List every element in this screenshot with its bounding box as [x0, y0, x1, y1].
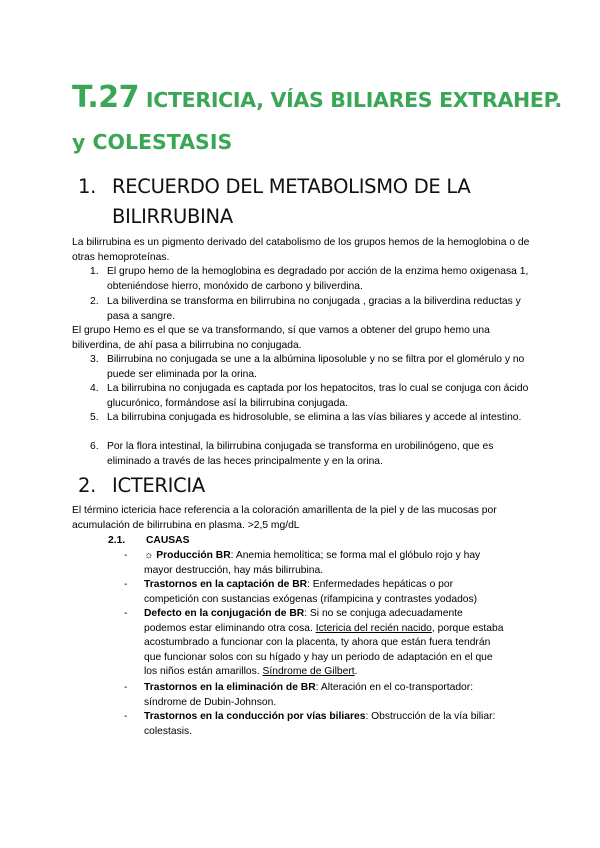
section2-number: 2. [78, 474, 97, 497]
section1-heading-line2: BILIRRUBINA [112, 205, 233, 228]
subsection-title: CAUSAS [146, 535, 190, 546]
list-item: 2. La biliverdina se transforma en bilirrubina no conjugada , gracias a la biliverdina reductas y pasa a sangre. [90, 296, 521, 322]
list-item: 4. La bilirrubina no conjugada es captada por los hepatocitos, tras lo cual se conjuga con ácido glucurónico, formándose así la bilirrubina conjugada. [90, 383, 529, 409]
list-item: 6. Por la flora intestinal, la bilirrubina conjugada se transforma en urobilinógeno, que es eliminado a través de las heces principalmente y en la orina. [90, 441, 494, 467]
subsection-heading [108, 534, 189, 548]
section2-heading [78, 471, 205, 501]
title-line1: ICTERICIA, VÍAS BILIARES EXTRAHEP. [139, 88, 563, 112]
link-ictericia-recien-nacido[interactable]: Ictericia del recién nacido [315, 622, 432, 634]
bullet-item: - Trastornos en la conducción por vías biliares: Obstrucción de la vía biliar: colestasis. [124, 711, 496, 737]
section1-heading [78, 172, 470, 232]
title-number: T.27 [72, 80, 140, 115]
section2-heading-text: ICTERICIA [112, 474, 205, 497]
title-line2: y COLESTASIS [72, 130, 233, 154]
bullet-item: - Defecto en la conjugación de BR: Si no se conjuga adecuadamente podemos estar eliminando otra cosa. Ictericia del recién nacido, porque estaba acostumbrado a funcionar con la placenta, ty ahora que están fuera tendrán que funcionar solos con su hígado y hay un periodo de adaptación en el que los niños están amarillos. Síndrome de Gilbert. [124, 608, 504, 678]
section1-middle-paragraph: El grupo Hemo es el que se va transformando, sí que vamos a obtener del grupo hemo una biliverdina, de ahí pasa a bilirrubina no conjugada. [72, 325, 490, 351]
document-title [72, 78, 572, 162]
list-item: 5. La bilirrubina conjugada es hidrosoluble, se elimina a las vías biliares y accede al intestino. [90, 412, 522, 423]
link-sindrome-gilbert[interactable]: Síndrome de Gilbert [262, 666, 355, 678]
subsection-number: 2.1. [108, 535, 126, 546]
section1-intro: La bilirrubina es un pigmento derivado del catabolismo de los grupos hemos de la hemoglobina o de otras hemoproteínas. [72, 237, 530, 263]
bullet-item: - Trastornos en la captación de BR: Enfermedades hepáticas o por competición con sustancias exógenas (rifampicina y contrastes yodados) [124, 579, 478, 605]
bullet-item: - Trastornos en la eliminación de BR: Alteración en el co-transportador: síndrome de Dubin-Johnson. [124, 682, 474, 708]
section1-number: 1. [78, 175, 97, 198]
list-item: 3. Bilirrubina no conjugada se une a la albúmina liposoluble y no se filtra por el glomérulo y no puede ser eliminada por la orina. [90, 354, 525, 380]
section1-heading-line1: RECUERDO DEL METABOLISMO DE LA [112, 175, 471, 198]
section2-intro: El término ictericia hace referencia a la coloración amarillenta de la piel y de las mucosas por acumulación de bilirrubina en plasma. >2,5 mg/dL [72, 505, 497, 531]
bullet-item: - ☼ Producción BR: Anemia hemolítica; se forma mal el glóbulo rojo y hay mayor destrucción, hay más bilirrubina. [124, 550, 481, 576]
list-item: 1. El grupo hemo de la hemoglobina es degradado por acción de la enzima hemo oxigenasa 1, obteniéndose hierro, monóxido de carbono y biliverdina. [90, 266, 529, 292]
